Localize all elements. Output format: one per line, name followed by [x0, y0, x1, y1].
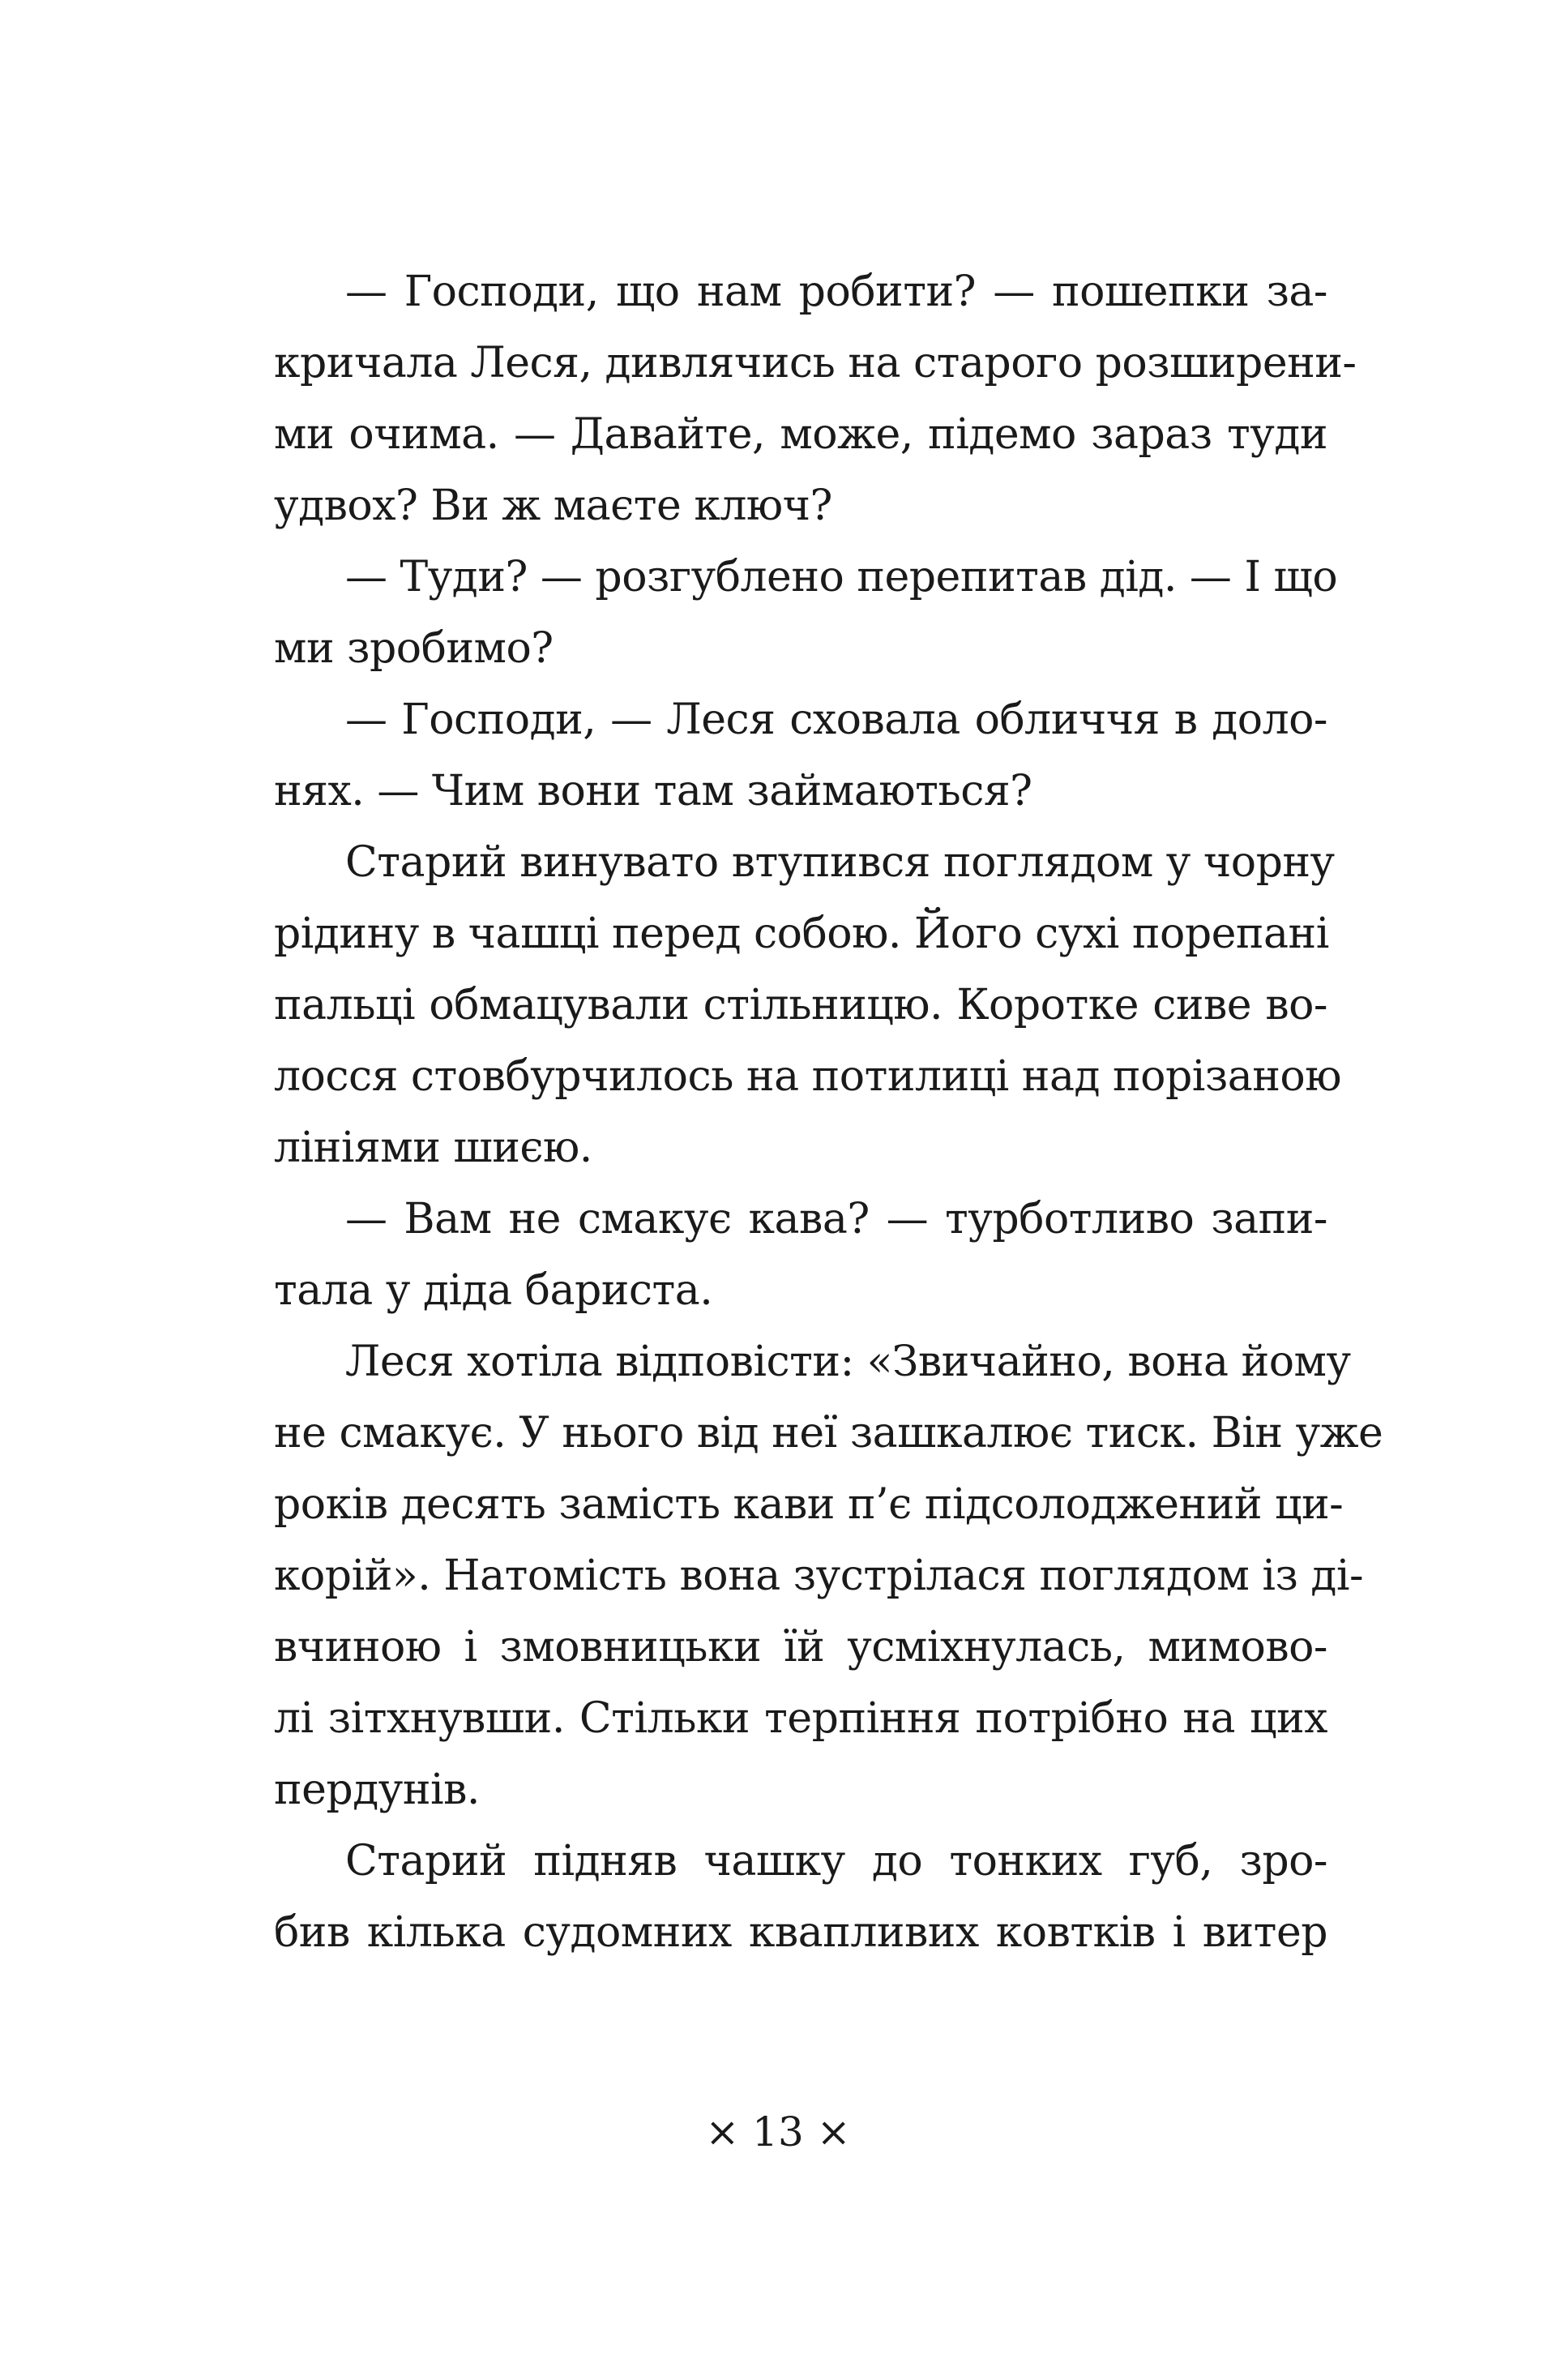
text-line: — Туди? — розгублено перепитав дід. — І що	[345, 553, 1338, 601]
text-line: ми очима. — Давайте, може, підемо зараз туди	[274, 410, 1327, 459]
text-line: лініями шиєю.	[274, 1124, 592, 1172]
text-line: не смакує. У нього від неї зашкалює тиск. Він уже	[274, 1409, 1383, 1458]
text-line: — Вам не смакує кава? — турботливо запи-	[345, 1195, 1327, 1244]
text-line: вчиною і змовницьки їй усміхнулась, мимово-	[274, 1623, 1327, 1672]
text-line: корій». Натомість вона зустрілася поглядом із ді-	[274, 1552, 1364, 1600]
page-number: × 13 ×	[705, 2108, 851, 2155]
text-line: — Господи, що нам робити? — пошепки за-	[345, 268, 1327, 316]
text-line: кричала Леся, дивлячись на старого розширени-	[274, 339, 1357, 387]
text-line: років десять замість кави п’є підсолоджений ци-	[274, 1480, 1344, 1529]
text-line: лі зітхнувши. Стільки терпіння потрібно на цих	[274, 1694, 1327, 1743]
text-line: Старий підняв чашку до тонких губ, зро-	[345, 1837, 1327, 1886]
body-text	[274, 256, 1383, 1968]
text-line: лосся стовбурчилось на потилиці над порізаною	[274, 1052, 1341, 1101]
text-line: ми зробимо?	[274, 624, 554, 673]
text-line: бив кілька судомних квапливих ковтків і витер	[274, 1908, 1327, 1957]
text-line: нях. — Чим вони там займаються?	[274, 767, 1032, 815]
text-line: удвох? Ви ж маєте ключ?	[274, 482, 832, 530]
text-line: тала у діда бариста.	[274, 1266, 713, 1315]
text-line: Старий винувато втупився поглядом у чорну	[345, 838, 1335, 887]
text-line: — Господи, — Леся сховала обличчя в доло-	[345, 696, 1327, 744]
text-line: пердунів.	[274, 1766, 480, 1814]
text-line: рідину в чашці перед собою. Його сухі порепані	[274, 910, 1329, 958]
text-line: Леся хотіла відповісти: «Звичайно, вона йому	[345, 1338, 1351, 1386]
text-line: пальці обмацували стільницю. Коротке сиве во-	[274, 981, 1327, 1029]
